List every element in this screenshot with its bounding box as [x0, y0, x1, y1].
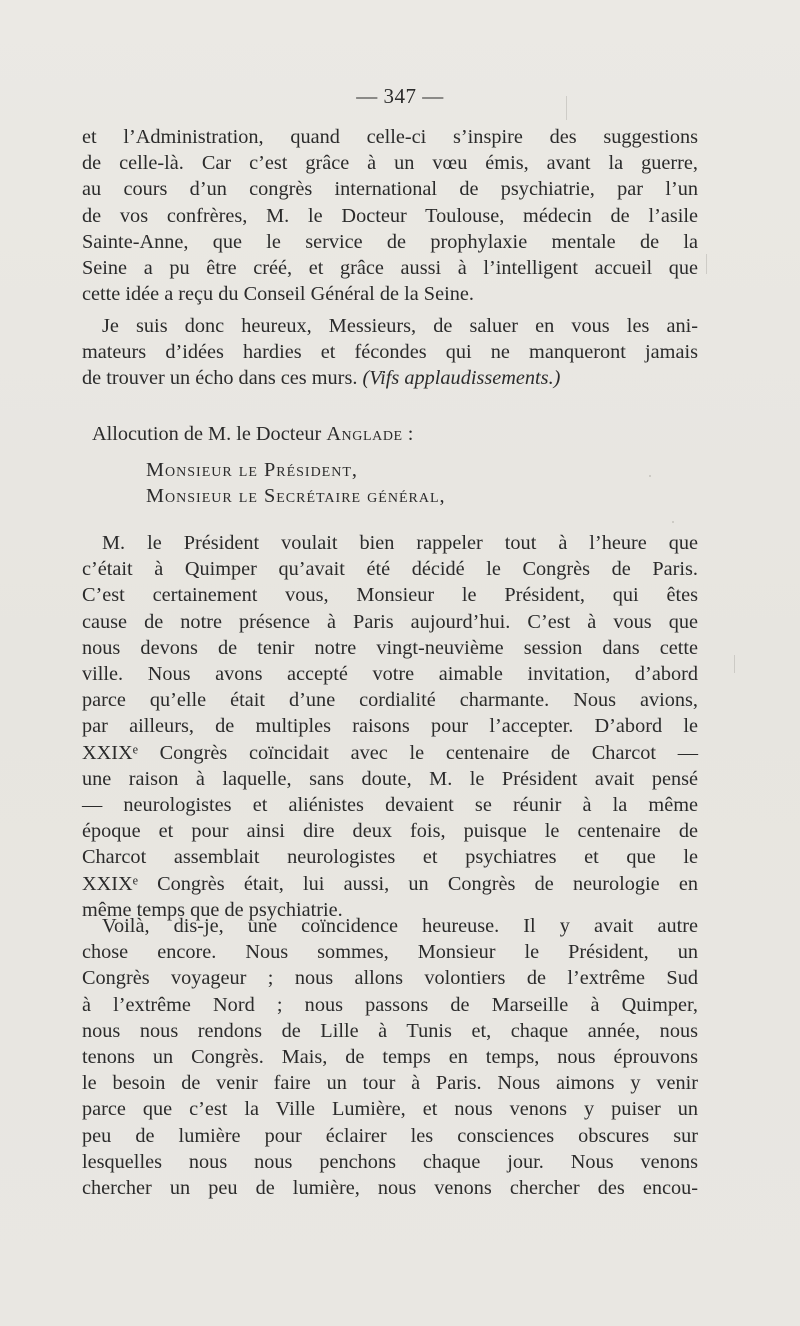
text-line: nous devons de tenir notre vingt-neuvième session dans cette	[82, 636, 698, 659]
text-line: de celle-là. Car c’est grâce à un vœu émis, avant la guerre,	[82, 152, 698, 175]
text-line: parce que c’est la Ville Lumière, et nous venons y puiser un	[82, 1098, 698, 1121]
text-line: Charcot assemblait neurologistes et psychiatres et que le	[82, 846, 698, 869]
page-number: — 347 —	[356, 84, 444, 108]
text-line: mateurs d’idées hardies et fécondes qui ne manqueront jamais	[82, 341, 698, 364]
text-line: XXIXᵉ Congrès était, lui aussi, un Congrès de neurologie en	[82, 872, 698, 895]
heading-prefix: Allocution de M. le Docteur	[92, 423, 327, 445]
text-line: même temps que de psychiatrie.	[82, 898, 343, 921]
text-line: c’était à Quimper qu’avait été décidé le Congrès de Paris.	[82, 558, 698, 581]
text-line: Seine a pu être créé, et grâce aussi à l’intelligent accueil que	[82, 257, 698, 280]
paragraph-salutation-animateurs	[82, 313, 698, 392]
text-line: chose encore. Nous sommes, Monsieur le Président, un	[82, 941, 698, 964]
text-line: tenons un Congrès. Mais, de temps en temps, nous éprouvons	[82, 1046, 698, 1069]
text-line: Je suis donc heureux, Messieurs, de saluer en vous les ani-	[102, 315, 698, 337]
text-line: une raison à laquelle, sans doute, M. le Président avait pensé	[82, 767, 698, 790]
salutation-president: Monsieur le Président,	[146, 459, 358, 481]
paragraph-president-quimper	[82, 530, 698, 923]
text-line-content: de trouver un écho dans ces murs.	[82, 367, 363, 390]
text-line: M. le Président voulait bien rappeler tout à l’heure que	[102, 532, 698, 554]
text-line: de vos confrères, M. le Docteur Toulouse, médecin de l’asile	[82, 204, 698, 227]
text-line: cause de notre présence à Paris aujourd’hui. C’est à vous que	[82, 610, 698, 633]
applause-note: (Vifs applaudissements.)	[362, 367, 561, 390]
text-line: ville. Nous avons accepté votre aimable invitation, d’abord	[82, 663, 698, 686]
heading-suffix: :	[402, 423, 414, 445]
paper-speck	[649, 475, 651, 477]
text-line: au cours d’un congrès international de psychiatrie, par l’un	[82, 178, 698, 201]
text-line: à l’extrême Nord ; nous passons de Marseille à Quimper,	[82, 993, 698, 1016]
speaker-name: Anglade	[326, 423, 403, 445]
text-line: Congrès voyageur ; nous allons volontiers de l’extrême Sud	[82, 967, 698, 990]
text-line: — neurologistes et aliénistes devaient se réunir à la même	[82, 794, 698, 817]
speech-heading	[92, 423, 413, 446]
text-line: XXIXᵉ Congrès coïncidait avec le centenaire de Charcot —	[82, 741, 698, 764]
salutation-secretary: Monsieur le Secrétaire général,	[146, 485, 446, 507]
text-line: C’est certainement vous, Monsieur le Président, qui êtes	[82, 584, 698, 607]
text-line: Sainte-Anne, que le service de prophylaxie mentale de la	[82, 230, 698, 253]
text-line: et l’Administration, quand celle-ci s’inspire des suggestions	[82, 126, 698, 148]
paper-speck	[734, 655, 735, 673]
paper-speck	[566, 96, 567, 120]
text-line: cette idée a reçu du Conseil Général de la Seine.	[82, 283, 474, 306]
text-line: nous nous rendons de Lille à Tunis et, chaque année, nous	[82, 1019, 698, 1042]
paragraph-coincidence	[82, 913, 698, 1201]
text-line: le besoin de venir faire un tour à Paris. Nous aimons y venir	[82, 1072, 698, 1095]
text-line: parce qu’elle était d’une cordialité charmante. Nous avions,	[82, 689, 698, 712]
text-line: peu de lumière pour éclairer les consciences obscures sur	[82, 1124, 698, 1147]
paper-speck	[706, 254, 707, 274]
text-line: lesquelles nous nous penchons chaque jour. Nous venons	[82, 1150, 698, 1173]
text-line: époque et pour ainsi dire deux fois, puisque le centenaire de	[82, 820, 698, 843]
text-line: Voilà, dis-je, une coïncidence heureuse. Il y avait autre	[102, 915, 698, 937]
text-line: par ailleurs, de multiples raisons pour l’accepter. D’abord le	[82, 715, 698, 738]
paper-speck	[672, 521, 674, 523]
text-line-with-applause	[82, 365, 698, 391]
paragraph-administration	[82, 124, 698, 307]
text-line: chercher un peu de lumière, nous venons chercher des encou-	[82, 1177, 698, 1200]
